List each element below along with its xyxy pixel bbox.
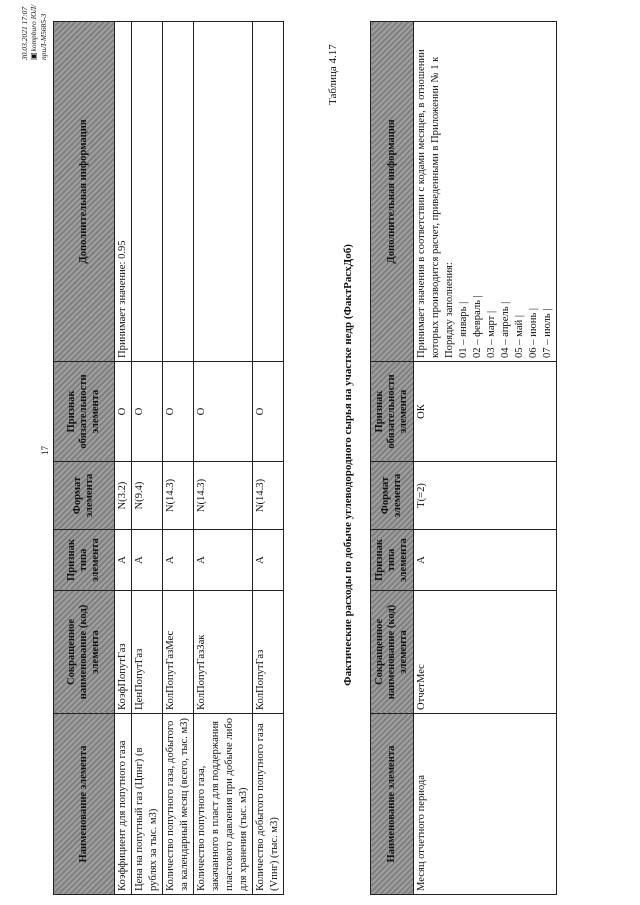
col-header-name: Наименование элемента (371, 714, 414, 895)
cell-info (131, 22, 162, 362)
table-row (414, 22, 557, 895)
cell-type: А (162, 530, 193, 591)
stamp-icon: ▣ (29, 52, 39, 60)
cell-code: КоэфПопутГаз (115, 591, 132, 714)
cell-format: N(3.2) (115, 462, 132, 530)
col-header-format: Формат элемента (54, 462, 115, 530)
list-item: 03 – март | (485, 310, 497, 358)
cell-type: А (193, 530, 252, 591)
table-number: Таблица 4.17 (327, 44, 339, 105)
page-number: 17 (40, 446, 50, 455)
list-item: 07 – июль | (541, 308, 553, 358)
footer-operator (29, 0, 48, 60)
month-codes-list (457, 25, 555, 358)
table-row (115, 22, 132, 895)
list-item: 01 – январь | (457, 301, 469, 358)
cell-format: N(14.3) (193, 462, 252, 530)
list-item: 04 – апрель | (499, 301, 511, 358)
cell-required: О (115, 362, 132, 462)
cell-info: Принимает значение: 0.95 (115, 22, 132, 362)
col-header-info: Дополнительная информация (371, 22, 414, 362)
cell-format: T(=2) (414, 462, 557, 530)
info-intro: Принимает значения в соответствии с кодами месяцев, в отношении которых производится расчет, приведенными в Приложении № 1 к Порядку заполнения: (416, 49, 455, 358)
cell-info (414, 22, 557, 362)
col-header-type: Признак типа элемента (54, 530, 115, 591)
cell-info (193, 22, 252, 362)
cell-format: N(14.3) (162, 462, 193, 530)
cell-required: О (252, 362, 283, 462)
table-continued (53, 21, 284, 895)
cell-code: ОтчетМес (414, 591, 557, 714)
cell-type: А (115, 530, 132, 591)
cell-required: ОК (414, 362, 557, 462)
cell-format: N(9.4) (131, 462, 162, 530)
cell-code: КолПопутГаз (252, 591, 283, 714)
cell-info (162, 22, 193, 362)
cell-type: А (414, 530, 557, 591)
list-item: 02 – февраль | (471, 295, 483, 358)
cell-required: О (193, 362, 252, 462)
table-fact-expenses (370, 21, 557, 895)
table-row (252, 22, 283, 895)
table1-header-row (54, 22, 115, 895)
col-header-required: Признак обязательности элемента (371, 362, 414, 462)
cell-code: КолПопутГазМес (162, 591, 193, 714)
cell-info (252, 22, 283, 362)
table-row (131, 22, 162, 895)
cell-type: А (131, 530, 162, 591)
cell-format: N(14.3) (252, 462, 283, 530)
col-header-type: Признак типа элемента (371, 530, 414, 591)
footer-operator-text: kompburo ЮЛ/приЛ-M5685-3 (29, 4, 49, 60)
table-row (162, 22, 193, 895)
table-row (193, 22, 252, 895)
cell-name: Количество попутного газа, добытого за календарный месяц (всего, тыс. м3) (162, 714, 193, 895)
list-item: 05 – май | (513, 315, 525, 358)
cell-name: Коэффициент для попутного газа (115, 714, 132, 895)
table2-header-row (371, 22, 414, 895)
cell-code: ЦенПопутГаз (131, 591, 162, 714)
cell-name: Количество добытого попутного газа (Vпнг) (тыс. м3) (252, 714, 283, 895)
cell-required: О (162, 362, 193, 462)
col-header-code: Сокращенное наименование (код) элемента (371, 591, 414, 714)
col-header-code: Сокращенное наименование (код) элемента (54, 591, 115, 714)
cell-type: А (252, 530, 283, 591)
list-item: 06 – июнь | (527, 307, 539, 358)
col-header-format: Формат элемента (371, 462, 414, 530)
col-header-required: Признак обязательности элемента (54, 362, 115, 462)
col-header-info: Дополнительная информация (54, 22, 115, 362)
cell-code: КолПопутГазЗак (193, 591, 252, 714)
cell-name: Количество попутного газа, закачанного в пласт для поддержания пластового давления при добыче либо для хранения (тыс. м3) (193, 714, 252, 895)
footer-stamp (20, 0, 49, 60)
col-header-name: Наименование элемента (54, 714, 115, 895)
table-title: Фактические расходы по добыче углеводородного сырья на участке недр (ФактРасхДоб) (342, 244, 354, 686)
cell-name: Цена на попутный газ (Цпнг) (в рублях за тыс. м3) (131, 714, 162, 895)
cell-name: Месяц отчетного периода (414, 714, 557, 895)
footer-timestamp: 30.03.2021 17:07 (20, 6, 29, 60)
cell-required: О (131, 362, 162, 462)
